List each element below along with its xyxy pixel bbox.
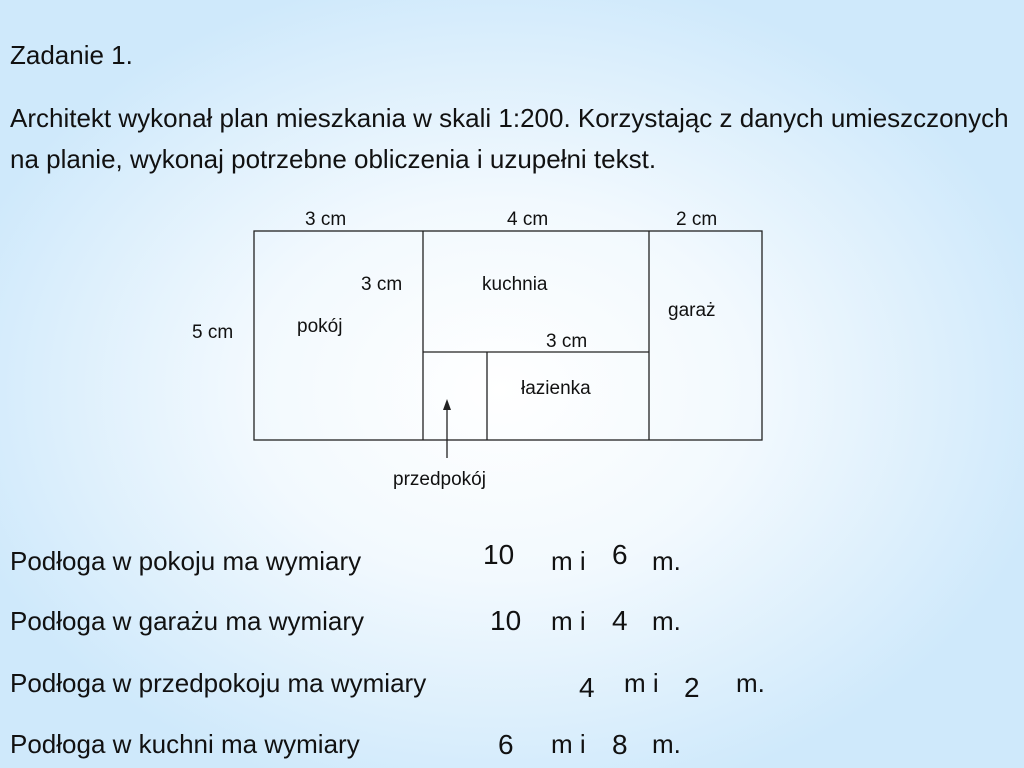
answer-line-room: Podłoga w pokoju ma wymiary (10, 546, 362, 576)
answer-kitchen-mid: m i (551, 729, 586, 759)
label-garage: garaż (668, 300, 716, 321)
dim-kitchen-side: 3 cm (361, 274, 403, 295)
answer-hall-mid: m i (624, 668, 659, 698)
answer-room-suffix: m. (652, 546, 681, 576)
dim-top-left: 3 cm (305, 209, 347, 230)
answer-line-garage: Podłoga w garażu ma wymiary (10, 606, 365, 636)
answer-kitchen-suffix: m. (652, 729, 681, 759)
answer-hall-a: 4 (579, 672, 595, 703)
label-kitchen: kuchnia (482, 274, 548, 295)
dim-top-right: 2 cm (676, 209, 718, 230)
answer-hall-suffix: m. (736, 668, 765, 698)
label-room: pokój (297, 316, 343, 337)
dim-left: 5 cm (192, 322, 234, 343)
answer-line-hall: Podłoga w przedpokoju ma wymiary (10, 668, 427, 698)
answer-room-mid: m i (551, 546, 586, 576)
answer-garage-a: 10 (490, 605, 522, 636)
answer-garage-b: 4 (612, 605, 628, 636)
answer-room-b: 6 (612, 539, 628, 570)
label-hall: przedpokój (393, 469, 486, 490)
answer-hall-b: 2 (684, 672, 700, 703)
task-title: Zadanie 1. (10, 40, 133, 70)
dim-kitchen-bottom: 3 cm (546, 331, 588, 352)
answer-garage-mid: m i (551, 606, 586, 636)
task-intro: Architekt wykonał plan mieszkania w skali 1:200. Korzystając z danych umieszczonych na planie, wykonaj potrzebne obliczenia i uzupełni tekst. (10, 103, 1009, 174)
answer-room-a: 10 (483, 539, 515, 570)
answer-line-kitchen: Podłoga w kuchni ma wymiary (10, 729, 360, 759)
answer-kitchen-a: 6 (498, 729, 514, 760)
hall-pointer-arrowhead (443, 399, 451, 410)
label-bathroom: łazienka (521, 378, 591, 399)
answer-kitchen-b: 8 (612, 729, 628, 760)
answer-garage-suffix: m. (652, 606, 681, 636)
dim-top-mid: 4 cm (507, 209, 549, 230)
